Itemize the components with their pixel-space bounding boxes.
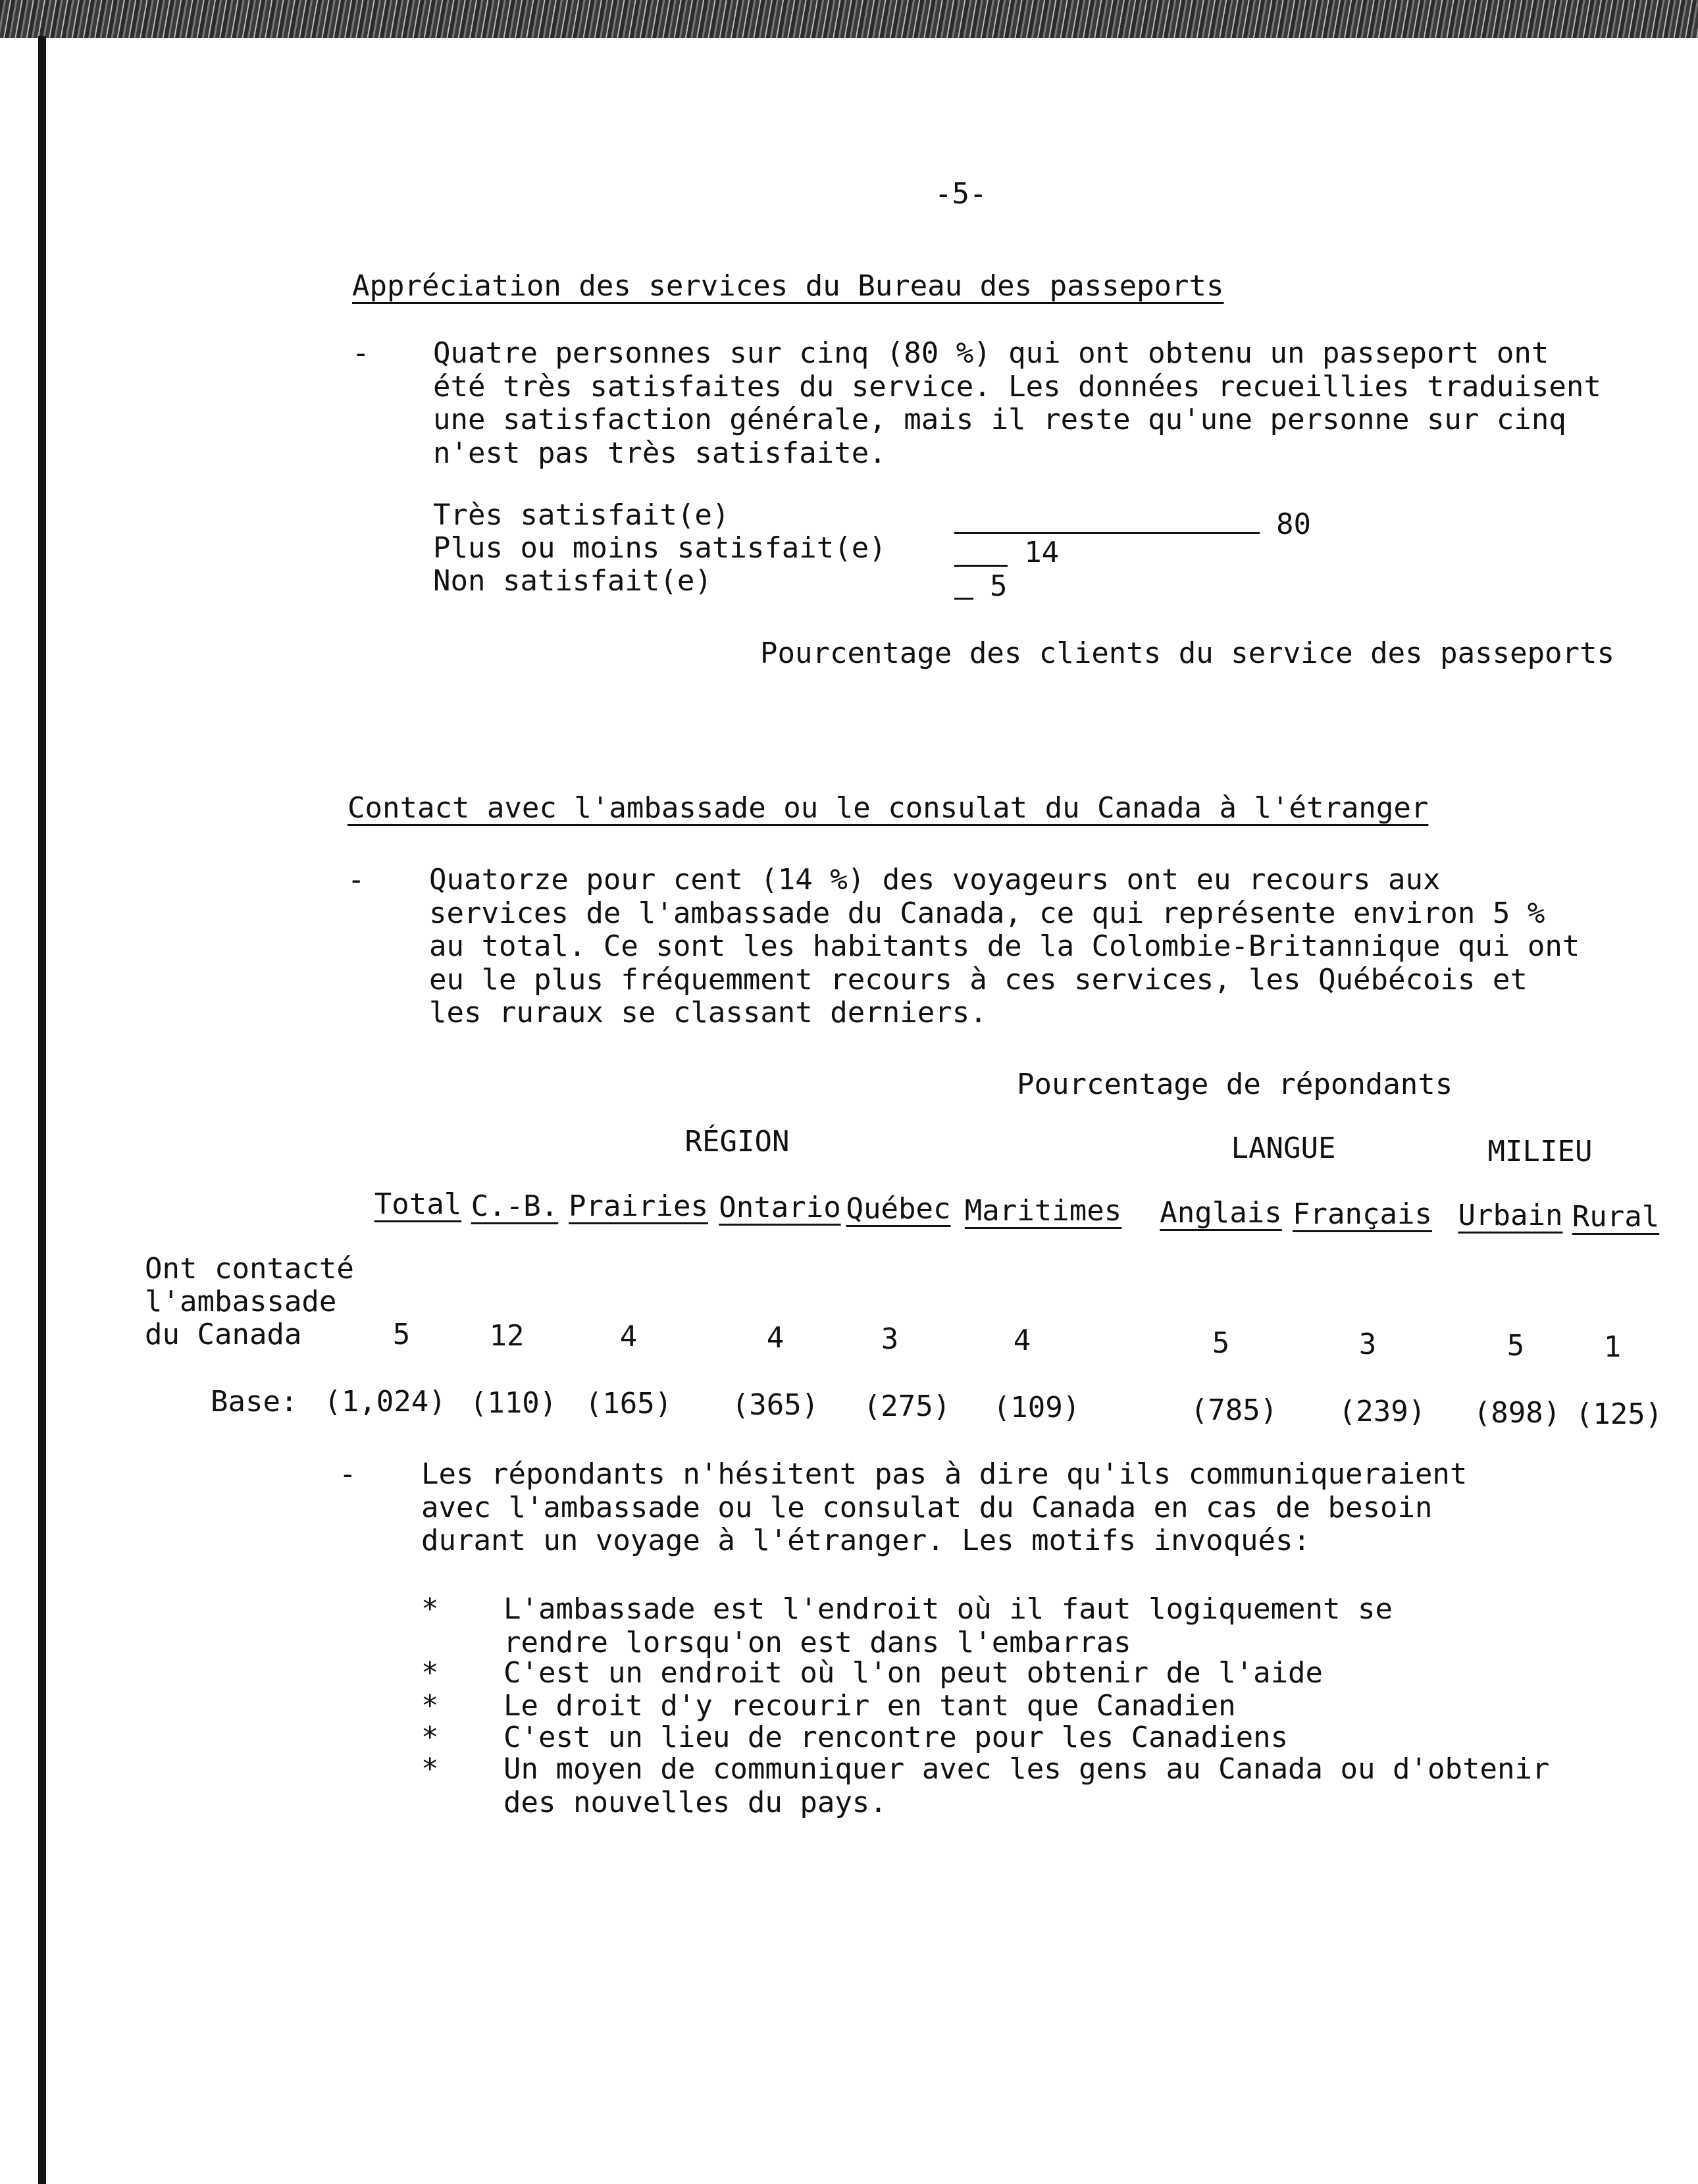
passport-paragraph: Quatre personnes sur cinq (80 %) qui ont obtenu un passeport ont été très satisfaites du service. Les données recueillies traduisent une satisfaction générale, mais il reste qu'une personne sur cinq n'est pas très satisfaite. <box>433 336 1601 470</box>
embassy-paragraph: Quatorze pour cent (14 %) des voyageurs ont eu recours aux services de l'ambassade du Canada, ce qui représente environ 5 % au total. Ce sont les habitants de la Colombie-Britannique qui ont eu le plus fréquemment recours à ces services, les Québécois et les ruraux se classant derniers. <box>429 863 1580 1030</box>
row-label: l'ambassade <box>145 1285 337 1318</box>
list-item: Le droit d'y recourir en tant que Canadien <box>503 1689 1236 1723</box>
page-number: -5- <box>935 177 987 211</box>
table-cell: (785) <box>1190 1393 1278 1427</box>
table-cell: 1 <box>1603 1330 1622 1364</box>
scan-left-edge <box>38 36 46 2184</box>
embassy-heading: Contact avec l'ambassade ou le consulat du Canada à l'étranger <box>347 791 1429 825</box>
table-cell: (110) <box>469 1386 557 1420</box>
column-header: Français <box>1293 1197 1432 1231</box>
passport-heading: Appréciation des services du Bureau des passeports <box>352 269 1224 303</box>
table-cell: (239) <box>1338 1395 1426 1428</box>
base-label: Base: <box>211 1385 298 1418</box>
table-cell: (1,024) <box>324 1385 446 1418</box>
column-header: Total <box>374 1187 462 1221</box>
bar-label: Très satisfait(e) <box>433 498 730 532</box>
table-cell: 4 <box>619 1320 638 1353</box>
group-header-milieu: MILIEU <box>1487 1135 1593 1168</box>
bar-value-label: 80 <box>1276 507 1311 541</box>
table-cell: (275) <box>863 1390 951 1423</box>
column-header: Rural <box>1572 1200 1660 1234</box>
chart-axis-label: Pourcentage des clients du service des passeports <box>760 637 1615 670</box>
column-header: Anglais <box>1160 1196 1282 1230</box>
table-cell: (165) <box>584 1387 673 1420</box>
row-label: du Canada <box>145 1318 302 1351</box>
list-star: * <box>421 1752 439 1786</box>
list-item: Un moyen de communiquer avec les gens au Canada ou d'obtenir des nouvelles du pays. <box>503 1752 1550 1819</box>
table-cell: 5 <box>1506 1329 1525 1363</box>
list-star: * <box>421 1689 439 1723</box>
passport-bullet: - <box>352 336 370 370</box>
bar-value-label: 5 <box>990 569 1008 603</box>
bar <box>954 532 1260 534</box>
bar <box>954 565 1008 567</box>
column-header: Ontario <box>719 1191 841 1224</box>
row-label: Ont contacté <box>145 1252 354 1286</box>
table-cell: (365) <box>731 1388 819 1422</box>
table-cell: 5 <box>1212 1326 1230 1360</box>
table-cell: 3 <box>1358 1328 1377 1361</box>
list-star: * <box>421 1592 439 1626</box>
column-header: Québec <box>846 1192 951 1226</box>
list-item: C'est un endroit où l'on peut obtenir de l'aide <box>503 1656 1324 1690</box>
bar-value-label: 14 <box>1024 536 1060 569</box>
group-header-region: RÉGION <box>684 1125 790 1158</box>
reasons-bullet: - <box>339 1457 357 1491</box>
reasons-intro: Les répondants n'hésitent pas à dire qu'ils communiqueraient avec l'ambassade ou le consulat du Canada en cas de besoin durant un voyage à l'étranger. Les motifs invoqués: <box>421 1457 1468 1558</box>
table-cell: (125) <box>1575 1397 1663 1431</box>
column-header: Maritimes <box>964 1194 1122 1228</box>
list-item: L'ambassade est l'endroit où il faut logiquement se rendre lorsqu'on est dans l'embarras <box>503 1592 1393 1659</box>
table-cell: 12 <box>489 1319 525 1353</box>
table-cell: 3 <box>881 1322 899 1356</box>
list-item: C'est un lieu de rencontre pour les Canadiens <box>503 1721 1289 1754</box>
table-cell: (898) <box>1473 1396 1561 1430</box>
bar-label: Non satisfait(e) <box>433 564 712 598</box>
table-cell: 4 <box>766 1321 785 1355</box>
embassy-bullet: - <box>347 863 365 897</box>
list-star: * <box>421 1656 439 1690</box>
list-star: * <box>421 1721 439 1754</box>
column-header: Urbain <box>1458 1199 1563 1232</box>
table-cell: 4 <box>1013 1324 1031 1357</box>
group-header-langue: LANGUE <box>1231 1131 1336 1165</box>
table-cell: 5 <box>392 1318 411 1351</box>
scan-top-edge <box>0 0 1698 38</box>
bar-label: Plus ou moins satisfait(e) <box>433 531 887 565</box>
table-caption: Pourcentage de répondants <box>1017 1068 1453 1101</box>
table-cell: (109) <box>992 1391 1081 1424</box>
column-header: C.-B. <box>471 1189 559 1223</box>
bar <box>954 598 973 600</box>
column-header: Prairies <box>569 1189 708 1223</box>
